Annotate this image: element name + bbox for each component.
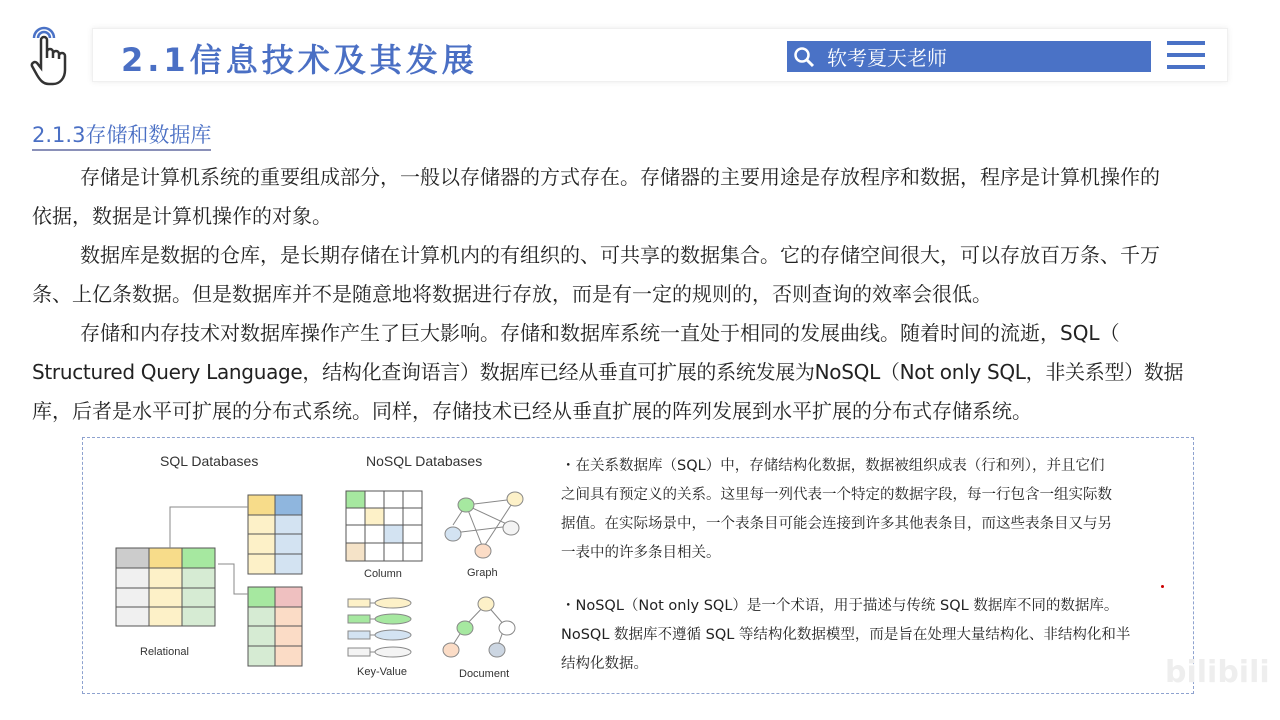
paragraph-line: 存储和内存技术对数据库操作产生了巨大影响。存储和数据库系统一直处于相同的发展曲线。随着时间的流逝，SQL（ xyxy=(80,321,1120,345)
nosql-title: NoSQL Databases xyxy=(366,453,483,469)
paragraph-line: 库，后者是水平可扩展的分布式系统。同样，存储技术已经从垂直扩展的阵列发展到水平扩展的分布式存储系统。 xyxy=(32,399,1032,423)
note-line: 据值。在实际场景中，一个表条目可能会连接到许多其他表条目，而这些表条目又与另 xyxy=(561,516,1112,532)
key-value-diagram xyxy=(348,598,411,657)
body-text xyxy=(32,158,1262,431)
paragraph-line: 条、上亿条数据。但是数据库并不是随意地将数据进行存放，而是有一定的规则的，否则查询的效率会很低。 xyxy=(32,282,992,306)
graph-label: Graph xyxy=(467,567,498,579)
figure-notes xyxy=(561,452,1191,679)
note-line: NoSQL 数据库不遵循 SQL 等结构化数据模型，而是旨在处理大量结构化、非结构化和半 xyxy=(561,627,1131,643)
sql-table-2 xyxy=(248,495,302,574)
note-line: 之间具有预定义的关系。这里每一列代表一个特定的数据字段，每一行包含一组实际数 xyxy=(561,487,1112,503)
sql-title: SQL Databases xyxy=(160,453,259,469)
paragraph-line: 存储是计算机系统的重要组成部分，一般以存储器的方式存在。存储器的主要用途是存放程序和数据，程序是计算机操作的 xyxy=(80,165,1160,189)
relational-label: Relational xyxy=(140,646,189,658)
page-title: 2.1信息技术及其发展 xyxy=(121,41,478,79)
paragraph-line: 数据库是数据的仓库，是长期存储在计算机内的有组织的、可共享的数据集合。它的存储空间很大，可以存放百万条、千万 xyxy=(80,243,1160,267)
search-box[interactable] xyxy=(787,41,1151,72)
red-dot xyxy=(1161,585,1164,588)
note-line: ・在关系数据库（SQL）中，存储结构化数据，数据被组织成表（行和列），并且它们 xyxy=(561,458,1105,474)
note-line: 一表中的许多条目相关。 xyxy=(561,545,721,561)
paragraph-line: Structured Query Language，结构化查询语言）数据库已经从垂直可扩展的系统发展为NoSQL（Not only SQL，非关系型）数据 xyxy=(32,360,1184,384)
document-label: Document xyxy=(459,668,510,680)
column-label: Column xyxy=(364,568,402,580)
search-text: 软考夏天老师 xyxy=(827,46,947,70)
relational-table xyxy=(116,548,215,626)
graph-diagram xyxy=(445,492,523,558)
header-bar xyxy=(92,28,1228,82)
document-tree xyxy=(443,597,515,657)
section-title: 2.1.3存储和数据库 xyxy=(32,122,211,151)
key-value-label: Key-Value xyxy=(357,666,407,678)
sql-table-3 xyxy=(248,587,302,666)
note-line: ・NoSQL（Not only SQL）是一个术语，用于描述与传统 SQL 数据库不同的数据库。 xyxy=(561,598,1119,614)
column-store-grid xyxy=(346,491,422,561)
hand-pointer-icon xyxy=(24,24,74,88)
database-diagram xyxy=(83,438,543,693)
note-line: 结构化数据。 xyxy=(561,656,648,672)
menu-icon[interactable] xyxy=(1167,41,1205,69)
watermark: bilibili xyxy=(1165,655,1270,690)
paragraph-line: 依据，数据是计算机操作的对象。 xyxy=(32,204,332,228)
database-figure xyxy=(82,437,1194,694)
search-icon xyxy=(793,46,815,68)
